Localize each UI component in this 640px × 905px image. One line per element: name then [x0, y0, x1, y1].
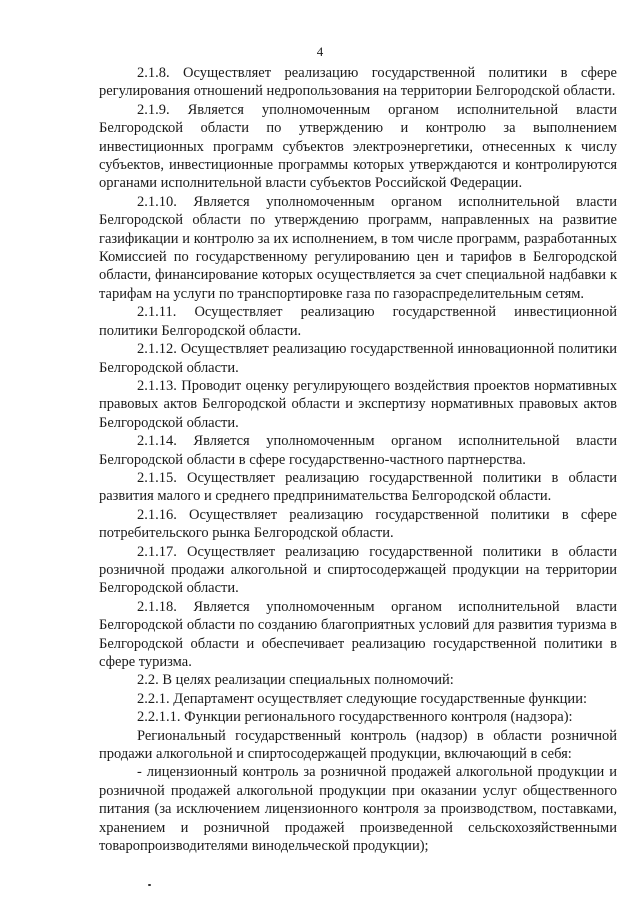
paragraph-2-1-15: 2.1.15. Осуществляет реализацию государственной политики в области развития малого и среднего предпринимательства Белгородской области.: [99, 469, 617, 505]
paragraph-2-1-14: 2.1.14. Является уполномоченным органом исполнительной власти Белгородской области в сфере государственно-частного партнерства.: [99, 433, 617, 468]
paragraph-2-1-17: 2.1.17. Осуществляет реализацию государственной политики в области розничной продажи алкогольной и спиртосодержащей продукции на территории Белгородской области.: [99, 543, 617, 597]
page-number: 4: [316, 44, 324, 59]
paragraph-2-2: 2.2. В целях реализации специальных полномочий:: [137, 672, 454, 689]
document-body: [99, 64, 617, 855]
paragraph-2-1-12: 2.1.12. Осуществляет реализацию государственной инновационной политики Белгородской области.: [99, 341, 617, 376]
paragraph-2-1-11: 2.1.11. Осуществляет реализацию государственной инвестиционной политики Белгородской области.: [99, 304, 617, 339]
paragraph-2-1-8: 2.1.8. Осуществляет реализацию государственной политики в сфере регулирования отношений недропользования на территории Белгородской области.: [99, 65, 617, 100]
paragraph-2-2-1-1: 2.2.1.1. Функции регионального государственного контроля (надзора):: [137, 709, 573, 726]
paragraph-2-1-18: 2.1.18. Является уполномоченным органом исполнительной власти Белгородской области по созданию благоприятных условий для развития туризма в Белгородской области и обеспечивает реализацию государственной политики в сфере туризма.: [99, 598, 617, 670]
paragraph-2-1-10: 2.1.10. Является уполномоченным органом исполнительной власти Белгородской области по утверждению программ, направленных на развитие газификации и контролю за их исполнением, в том числе программ, разработанных Комиссией по государственному регулированию цен и тарифов в Белгородской области, финансирование которых осуществляется за счет специальной надбавки к тарифам на услуги по транспортировке газа по газораспределительным сетям.: [99, 193, 617, 302]
paragraph-2-1-13: 2.1.13. Проводит оценку регулирующего воздействия проектов нормативных правовых актов Белгородской области и экспертизу нормативных правовых актов Белгородской области.: [99, 377, 617, 431]
paragraph-2-1-16: 2.1.16. Осуществляет реализацию государственной политики в сфере потребительского рынка Белгородской области.: [99, 506, 617, 542]
paragraph-2-2-1: 2.2.1. Департамент осуществляет следующие государственные функции:: [137, 690, 587, 707]
paragraph-regional-control: Региональный государственный контроль (надзор) в области розничной продажи алкогольной и спиртосодержащей продукции, включающий в себя:: [99, 727, 617, 763]
scan-speck: [148, 884, 151, 886]
paragraph-license-control: - лицензионный контроль за розничной продажей алкогольной продукции и розничной продажей алкогольной продукции при оказании услуг общественного питания (за исключением лицензионного контроля за производством, поставками, хранением и розничной продажей произведенной сельскохозяйственными товаропроизводителями винодельческой продукции);: [99, 764, 617, 855]
paragraph-2-1-9: 2.1.9. Является уполномоченным органом исполнительной власти Белгородской области по утверждению и контролю за выполнением инвестиционных программ субъектов электроэнергетики, отнесенных к числу субъектов, инвестиционные программы которых утверждаются и контролируются органами исполнительной власти субъектов Российской Федерации.: [99, 101, 617, 192]
